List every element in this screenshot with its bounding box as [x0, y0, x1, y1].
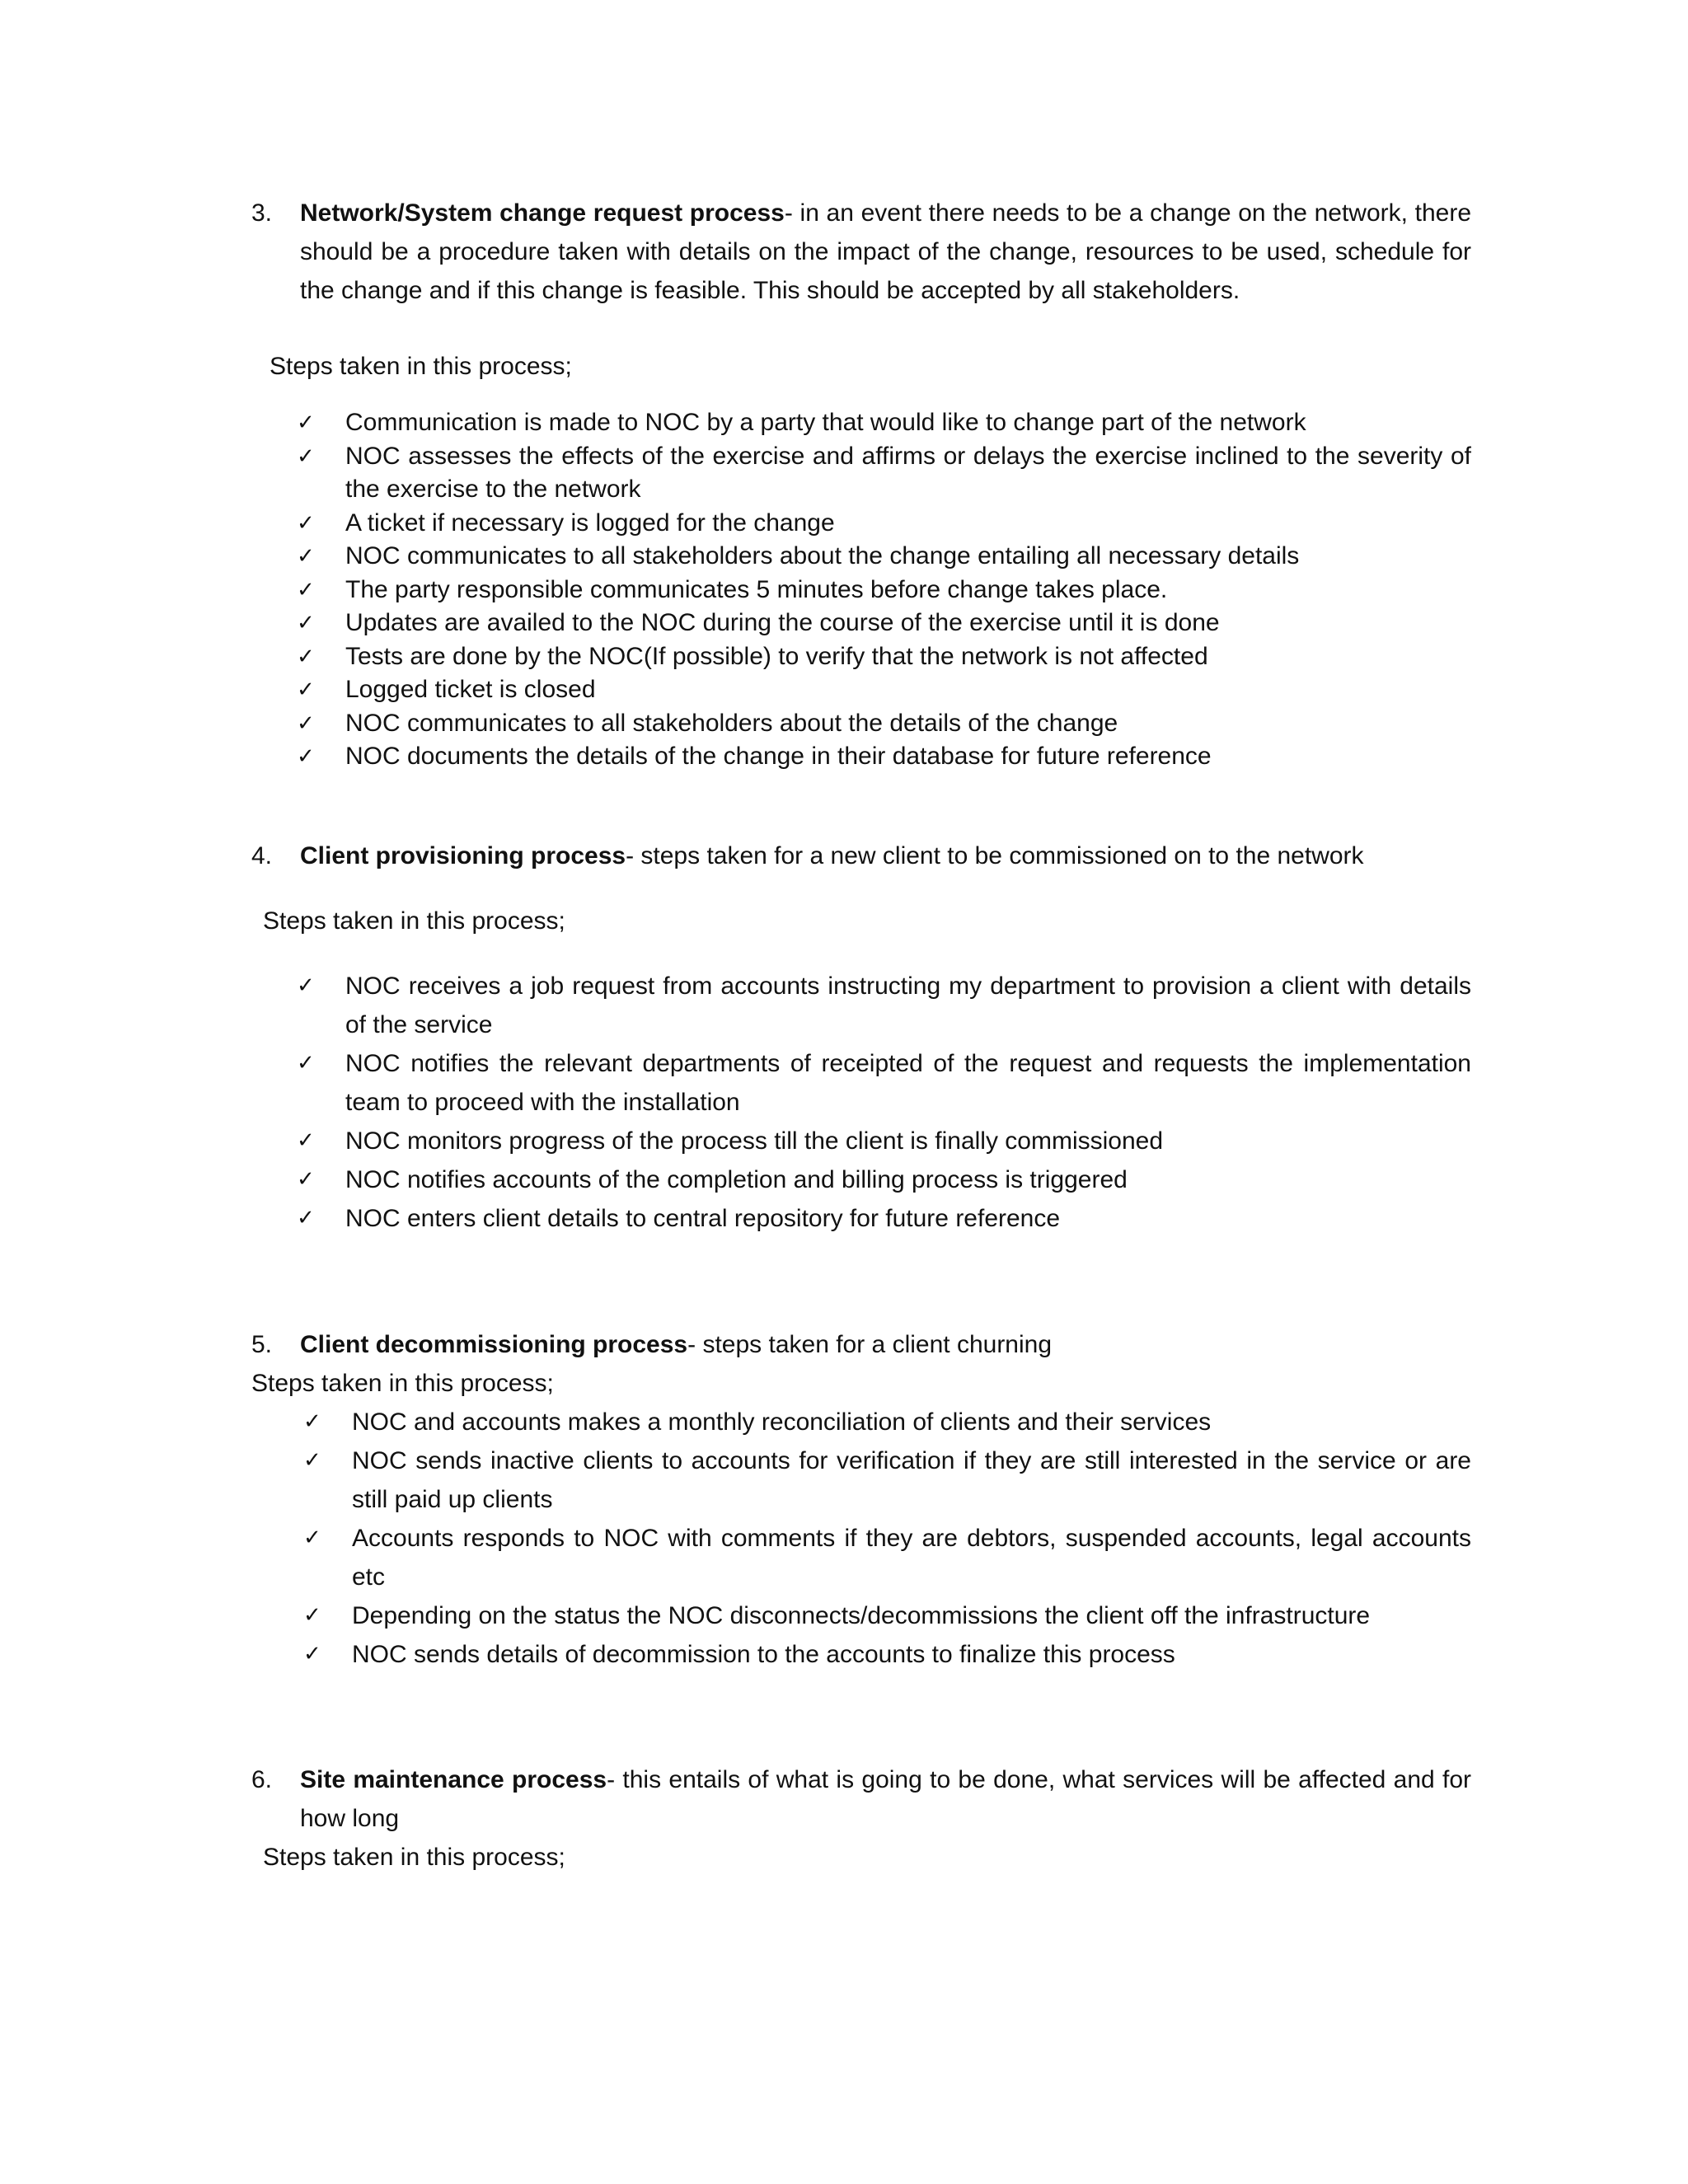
check-mark-icon: ✓	[297, 1206, 315, 1230]
section-description: - in an event there needs to be a change on the network, there should be a procedure taken with details on the impact of the change, resources to be used, schedule for the change and if this change is feasible. This should be accepted by all stakeholders.	[300, 199, 1471, 304]
steps-label: Steps taken in this process;	[263, 1844, 565, 1871]
check-mark-icon: ✓	[297, 1128, 315, 1153]
steps-label: Steps taken in this process;	[270, 353, 572, 380]
check-mark-icon: ✓	[303, 1409, 321, 1434]
list-item: ✓ NOC notifies the relevant departments of receipted of the request and requests the implementation team to proceed with the installation	[297, 1044, 1471, 1122]
section-number: 4.	[251, 842, 273, 869]
steps-list	[303, 1403, 1471, 1674]
section-title: Site maintenance process	[300, 1766, 607, 1793]
check-mark-icon: ✓	[297, 744, 315, 769]
check-mark-icon: ✓	[303, 1603, 321, 1628]
check-mark-icon: ✓	[297, 443, 315, 469]
section-title: Network/System change request process	[300, 199, 785, 227]
list-item: ✓ Accounts responds to NOC with comments if they are debtors, suspended accounts, legal accounts etc	[303, 1519, 1471, 1596]
check-mark-icon: ✓	[297, 611, 315, 635]
list-item: ✓ NOC communicates to all stakeholders about the details of the change	[297, 707, 1471, 741]
list-item: ✓ NOC receives a job request from accounts instructing my department to provision a client with details of the service	[297, 967, 1471, 1044]
list-item: ✓ NOC enters client details to central repository for future reference	[297, 1199, 1471, 1238]
list-item: ✓ Tests are done by the NOC(If possible) to verify that the network is not affected	[297, 640, 1471, 674]
check-mark-icon: ✓	[297, 644, 315, 669]
section-5	[251, 1325, 1471, 1674]
list-item: ✓ NOC sends inactive clients to accounts for verification if they are still interested in the service or are still paid up clients	[303, 1441, 1471, 1519]
section-description: - steps taken for a new client to be commissioned on to the network	[626, 842, 1364, 869]
check-mark-icon: ✓	[297, 510, 315, 536]
steps-label: Steps taken in this process;	[263, 907, 565, 935]
check-mark-icon: ✓	[303, 1448, 321, 1473]
steps-list	[297, 406, 1471, 774]
check-mark-icon: ✓	[297, 1051, 315, 1076]
section-4	[251, 837, 1471, 1238]
list-item: ✓ NOC sends details of decommission to the accounts to finalize this process	[303, 1635, 1471, 1674]
list-item: ✓ A ticket if necessary is logged for the change	[297, 507, 1471, 541]
list-item: ✓ NOC and accounts makes a monthly reconciliation of clients and their services	[303, 1403, 1471, 1441]
steps-list	[297, 967, 1471, 1238]
list-item: ✓ The party responsible communicates 5 minutes before change takes place.	[297, 574, 1471, 607]
check-mark-icon: ✓	[297, 710, 315, 736]
section-number: 3.	[251, 199, 273, 227]
section-heading	[251, 1325, 1471, 1364]
section-number: 5.	[251, 1331, 273, 1358]
section-3	[251, 194, 1471, 774]
list-item: ✓ NOC documents the details of the change in their database for future reference	[297, 740, 1471, 774]
check-mark-icon: ✓	[297, 1167, 315, 1192]
check-mark-icon: ✓	[297, 410, 315, 435]
section-description: - steps taken for a client churning	[687, 1331, 1053, 1358]
list-item: ✓ Logged ticket is closed	[297, 673, 1471, 707]
check-mark-icon: ✓	[297, 577, 315, 602]
section-description: - this entails of what is going to be done, what services will be affected and for how long	[300, 1766, 1472, 1832]
section-heading	[251, 194, 1471, 310]
section-number: 6.	[251, 1766, 273, 1793]
check-mark-icon: ✓	[297, 544, 315, 569]
steps-label: Steps taken in this process;	[251, 1370, 554, 1397]
list-item: ✓ Depending on the status the NOC disconnects/decommissions the client off the infrastructure	[303, 1596, 1471, 1635]
list-item: ✓ Communication is made to NOC by a party that would like to change part of the network	[297, 406, 1471, 440]
check-mark-icon: ✓	[297, 973, 315, 998]
list-item: ✓ NOC monitors progress of the process till the client is finally commissioned	[297, 1122, 1471, 1160]
check-mark-icon: ✓	[303, 1642, 321, 1666]
section-title: Client decommissioning process	[300, 1331, 688, 1358]
list-item: ✓ NOC assesses the effects of the exercise and affirms or delays the exercise inclined to the severity of the exercise to the network	[297, 440, 1471, 507]
section-6	[251, 1760, 1471, 1877]
section-title: Client provisioning process	[300, 842, 626, 869]
list-item: ✓ NOC notifies accounts of the completion and billing process is triggered	[297, 1160, 1471, 1199]
list-item: ✓ NOC communicates to all stakeholders about the change entailing all necessary details	[297, 540, 1471, 574]
check-mark-icon: ✓	[303, 1526, 321, 1550]
section-heading	[251, 837, 1471, 875]
list-item: ✓ Updates are availed to the NOC during the course of the exercise until it is done	[297, 607, 1471, 640]
section-heading	[251, 1760, 1471, 1838]
check-mark-icon: ✓	[297, 677, 315, 702]
